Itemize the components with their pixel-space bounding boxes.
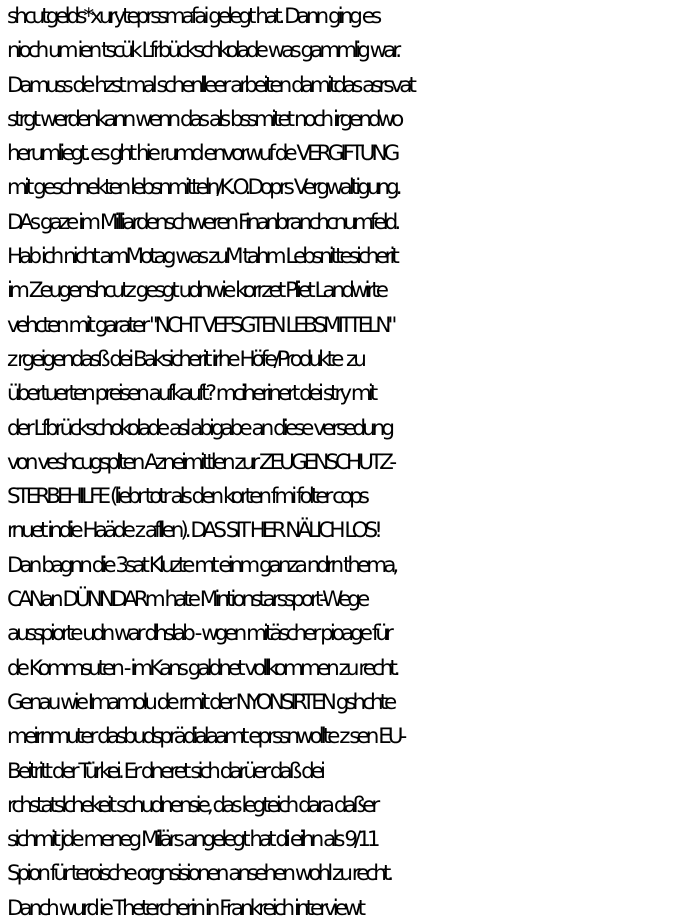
- text-line: CANan DÜNNDARm hate Mintionstarssport-Wege: [7, 587, 367, 613]
- text-line: shcutgelds*xuryteprssmafai gelegt hat. Dann ging es: [7, 4, 379, 29]
- text-line: sichmit jde meneg Milärs angelegt hat di eihn als 9/11: [7, 827, 377, 853]
- text-line: herumliegt. es ght hie rumd envorwuf de VERGIFTUNG: [7, 141, 397, 167]
- text-line: DAs gaze im Milliardenschweren Finanbranchcnumfeld.: [7, 209, 398, 235]
- text-line: im Zeugenshcutz gesgt udnwie korrzet Pliet Landwirte: [7, 278, 385, 304]
- text-line: z rgeigendasß dei Baksicherit irhe Höfe/Produkte zu: [7, 346, 363, 372]
- text-line: Dan bagnn die 3sat Kluzte mt einm ganza ndrn thema,: [7, 552, 396, 578]
- text-line: STERBEHILFE (liebr totr als den korten fmi folter cops: [7, 484, 366, 510]
- text-line: ausspiorte udn war dhslab - wgen mitäscher pioage für: [7, 621, 390, 647]
- text-line: meirnmuter dasbudsprädialaamt eprssnwollte z sen EU-: [7, 724, 404, 750]
- text-line: übertuerten preisen aufkauft? mciherinert dei stry mit: [7, 381, 375, 407]
- text-line: vehcten mit garater "NCHT VEFSGTEN LEBSMITTELN": [7, 312, 394, 338]
- text-line: Beitritt der Türkei. Er dneret sich darüer daß dei: [7, 758, 322, 784]
- text-line: Spion für teroische orgnsisionen ansehen wohl zu recht.: [7, 861, 391, 887]
- document-text: [7, 0, 684, 920]
- text-line: rchstatslchekeit schudnensie, das legteich dara daßer: [7, 792, 377, 818]
- text-line: de Kommsuten - imKans galdnet vollkommen zu recht.: [7, 655, 397, 681]
- text-line: strgt werdenkann wenn das als bssmitet noch irgendwo: [7, 106, 401, 132]
- text-line: mit geschnekten lebsnmitteln/K.O.Doprs Vergwaltigung.: [7, 175, 399, 201]
- text-line: nioch um ien tscük Lfrbückschkolade was gammlig war.: [7, 38, 399, 64]
- text-line: Genau wie Imamolu de rmit der NYONSIRTEN gshchte: [7, 689, 394, 715]
- text-line: Danch wurd ie Thetercherin in Frankreich interviewt: [7, 895, 362, 920]
- text-line: Hab ich nicht amMotag was zuM tahm Lebsnittesicherit: [7, 244, 396, 270]
- text-line: rnuet indie Haäde z afllen). DAS SIT HER NÄLICH LOS!: [7, 518, 379, 544]
- text-line: von veshcugsplten Azneimittlen zur ZEUGENSCHUTZ-: [7, 449, 394, 475]
- text-line: Damuss de hzst mal schenlleer arbeiten damitdas asrsvat: [7, 72, 413, 98]
- text-line: der Lfbrückschokolade asl abigabe an diese versedung: [7, 415, 392, 441]
